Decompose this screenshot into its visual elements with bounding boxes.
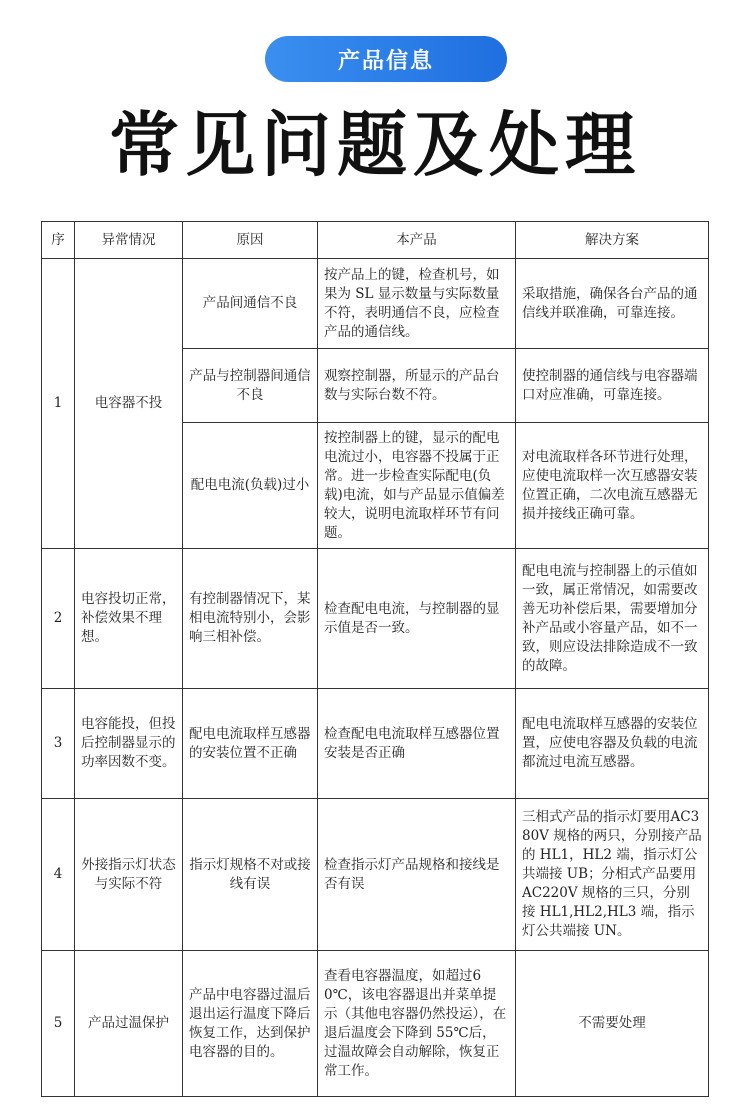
col-header-fix: 解决方案 bbox=[516, 222, 709, 259]
table-row bbox=[42, 951, 709, 1097]
table-row bbox=[42, 259, 709, 349]
issue-cell: 电容投切正常，补偿效果不理想。 bbox=[75, 549, 183, 689]
table-row bbox=[42, 549, 709, 689]
issue-cell: 电容器不投 bbox=[75, 259, 183, 549]
col-header-cause: 原因 bbox=[183, 222, 318, 259]
faq-table bbox=[41, 221, 709, 1097]
check-cell: 检查配电电流取样互感器位置安装是否正确 bbox=[318, 689, 516, 799]
product-info-badge bbox=[265, 36, 507, 82]
issue-cell: 电容能投，但投后控制器显示的功率因数不变。 bbox=[75, 689, 183, 799]
badge-label: 产品信息 bbox=[337, 48, 434, 74]
cause-cell: 指示灯规格不对或接线有误 bbox=[183, 799, 318, 951]
row-number: 5 bbox=[42, 951, 75, 1097]
fix-cell: 配电电流取样互感器的安装位置，应使电容器及负载的电流都流过电流互感器。 bbox=[516, 689, 709, 799]
table-row bbox=[42, 689, 709, 799]
fix-cell: 采取措施，确保各台产品的通信线并联准确，可靠连接。 bbox=[516, 259, 709, 349]
issue-cell: 产品过温保护 bbox=[75, 951, 183, 1097]
cause-cell: 产品中电容器过温后退出运行温度下降后恢复工作，达到保护电容器的目的。 bbox=[183, 951, 318, 1097]
col-header-check: 本产品 bbox=[318, 222, 516, 259]
cause-cell: 配电电流(负载)过小 bbox=[183, 423, 318, 549]
fix-cell: 对电流取样各环节进行处理，应使电流取样一次互感器安装位置正确，二次电流互感器无损并接线正确可靠。 bbox=[516, 423, 709, 549]
check-cell: 检查配电电流，与控制器的显示值是否一致。 bbox=[318, 549, 516, 689]
issue-cell: 外接指示灯状态与实际不符 bbox=[75, 799, 183, 951]
check-cell: 观察控制器，所显示的产品台数与实际台数不符。 bbox=[318, 349, 516, 423]
row-number: 1 bbox=[42, 259, 75, 549]
col-header-no: 序 bbox=[42, 222, 75, 259]
check-cell: 按产品上的键，检查机号，如果为 SL 显示数量与实际数量不符，表明通信不良，应检查产品的通信线。 bbox=[318, 259, 516, 349]
check-cell: 按控制器上的键，显示的配电电流过小，电容器不投属于正常。进一步检查实际配电(负载)电流，如与产品显示值偏差较大，说明电流取样环节有问题。 bbox=[318, 423, 516, 549]
fix-cell: 使控制器的通信线与电容器端口对应准确，可靠连接。 bbox=[516, 349, 709, 423]
cause-cell: 配电电流取样互感器的安装位置不正确 bbox=[183, 689, 318, 799]
check-cell: 检查指示灯产品规格和接线是否有误 bbox=[318, 799, 516, 951]
col-header-issue: 异常情况 bbox=[75, 222, 183, 259]
row-number: 4 bbox=[42, 799, 75, 951]
fix-cell: 三相式产品的指示灯要用AC380V 规格的两只，分别接产品的 HL1，HL2 端，指示灯公共端接 UB；分相式产品要用 AC220V 规格的三只，分别接 HL1,HL2,HL3 端，指示灯公共端接 UN。 bbox=[516, 799, 709, 951]
cause-cell: 产品间通信不良 bbox=[183, 259, 318, 349]
row-number: 3 bbox=[42, 689, 75, 799]
fix-cell: 不需要处理 bbox=[516, 951, 709, 1097]
cause-cell: 产品与控制器间通信不良 bbox=[183, 349, 318, 423]
fix-cell: 配电电流与控制器上的示值如一致，属正常情况，如需要改善无功补偿后果，需要增加分补产品或小容量产品，如不一致，则应设法排除造成不一致的故障。 bbox=[516, 549, 709, 689]
check-cell: 查看电容器温度，如超过60℃，该电容器退出并菜单提示（其他电容器仍然投运），在退后温度会下降到 55℃后，过温故障会自动解除，恢复正常工作。 bbox=[318, 951, 516, 1097]
table-header-row bbox=[42, 222, 709, 259]
cause-cell: 有控制器情况下，某相电流特别小，会影响三相补偿。 bbox=[183, 549, 318, 689]
table-row bbox=[42, 799, 709, 951]
page-title: 常见问题及处理 bbox=[109, 104, 641, 186]
row-number: 2 bbox=[42, 549, 75, 689]
